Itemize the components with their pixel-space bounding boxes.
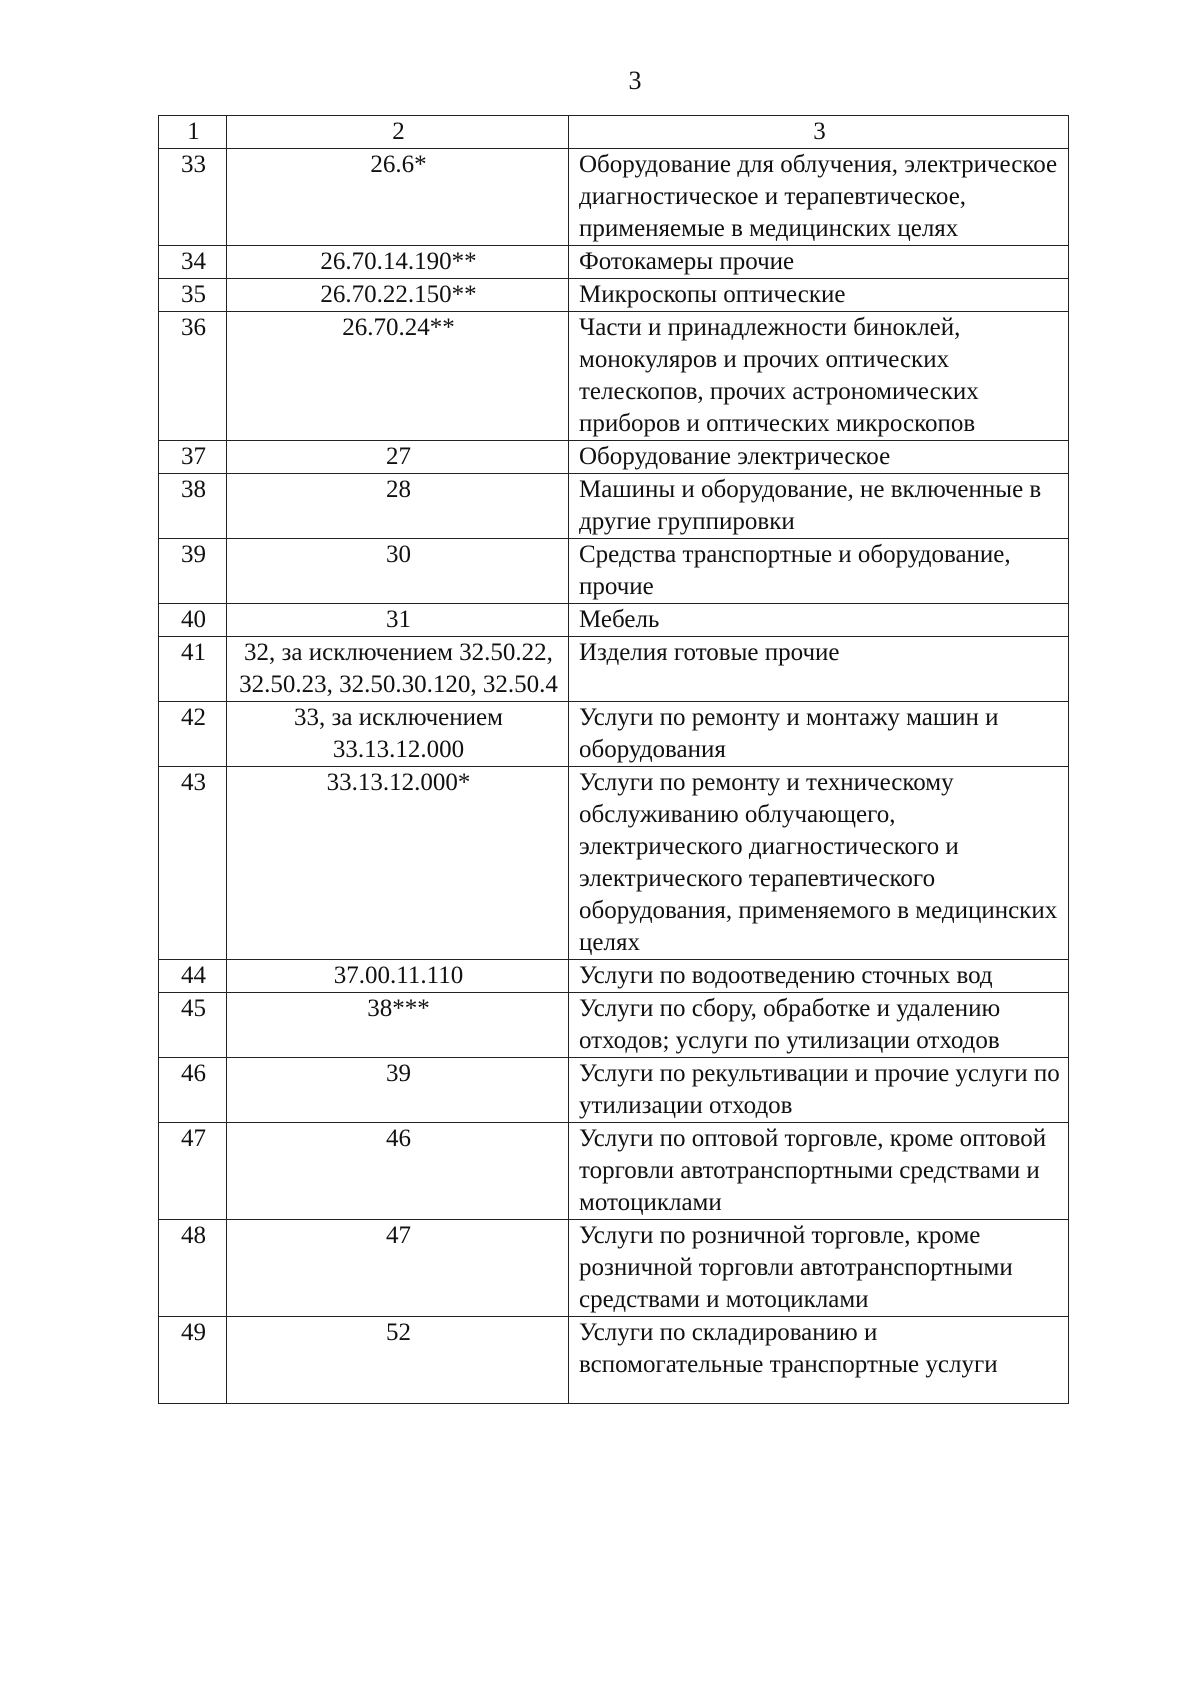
code-cell: 32, за исключением 32.50.22, 32.50.23, 32.50.30.120, 32.50.4 xyxy=(227,637,569,702)
description-cell: Оборудование электрическое xyxy=(569,441,1069,474)
row-number-cell: 45 xyxy=(159,993,227,1058)
row-number-cell: 33 xyxy=(159,149,227,246)
row-number-cell: 38 xyxy=(159,474,227,539)
row-number-cell: 48 xyxy=(159,1220,227,1317)
code-cell: 39 xyxy=(227,1058,569,1123)
row-number-cell: 47 xyxy=(159,1123,227,1220)
table-row xyxy=(159,1058,1069,1123)
table-row xyxy=(159,441,1069,474)
code-cell: 38*** xyxy=(227,993,569,1058)
code-cell: 46 xyxy=(227,1123,569,1220)
header-cell-3: 3 xyxy=(569,116,1069,149)
row-number-cell: 39 xyxy=(159,539,227,604)
row-number-cell: 49 xyxy=(159,1317,227,1404)
code-cell: 26.6* xyxy=(227,149,569,246)
description-cell: Фотокамеры прочие xyxy=(569,246,1069,279)
description-cell: Услуги по розничной торговле, кроме розничной торговли автотранспортными средствами и мотоциклами xyxy=(569,1220,1069,1317)
document-table xyxy=(158,115,1069,1404)
table-row xyxy=(159,637,1069,702)
description-cell: Машины и оборудование, не включенные в другие группировки xyxy=(569,474,1069,539)
page-number: 3 xyxy=(628,66,642,95)
description-cell: Части и принадлежности биноклей, монокуляров и прочих оптических телескопов, прочих астрономических приборов и оптических микроскопов xyxy=(569,312,1069,441)
table-row xyxy=(159,960,1069,993)
row-number-cell: 43 xyxy=(159,767,227,960)
code-cell: 31 xyxy=(227,604,569,637)
table-row xyxy=(159,1317,1069,1404)
row-number-cell: 41 xyxy=(159,637,227,702)
description-cell: Микроскопы оптические xyxy=(569,279,1069,312)
row-number-cell: 44 xyxy=(159,960,227,993)
table-row xyxy=(159,702,1069,767)
row-number-cell: 46 xyxy=(159,1058,227,1123)
row-number-cell: 35 xyxy=(159,279,227,312)
table-row xyxy=(159,767,1069,960)
table-row xyxy=(159,279,1069,312)
description-cell: Средства транспортные и оборудование, прочие xyxy=(569,539,1069,604)
code-cell: 26.70.22.150** xyxy=(227,279,569,312)
description-cell: Оборудование для облучения, электрическое диагностическое и терапевтическое, применяемые в медицинских целях xyxy=(569,149,1069,246)
code-cell: 52 xyxy=(227,1317,569,1404)
description-cell: Услуги по сбору, обработке и удалению отходов; услуги по утилизации отходов xyxy=(569,993,1069,1058)
table-row xyxy=(159,246,1069,279)
table-row xyxy=(159,604,1069,637)
row-number-cell: 42 xyxy=(159,702,227,767)
table-header-row xyxy=(159,116,1069,149)
description-cell: Мебель xyxy=(569,604,1069,637)
header-cell-2: 2 xyxy=(227,116,569,149)
row-number-cell: 36 xyxy=(159,312,227,441)
code-cell: 28 xyxy=(227,474,569,539)
description-cell: Услуги по ремонту и монтажу машин и оборудования xyxy=(569,702,1069,767)
table-row xyxy=(159,1220,1069,1317)
description-cell: Услуги по ремонту и техническому обслуживанию облучающего, электрического диагностического и электрического терапевтического оборудования, применяемого в медицинских целях xyxy=(569,767,1069,960)
table-row xyxy=(159,149,1069,246)
table-row xyxy=(159,474,1069,539)
code-cell: 26.70.14.190** xyxy=(227,246,569,279)
code-cell: 37.00.11.110 xyxy=(227,960,569,993)
code-cell: 33.13.12.000* xyxy=(227,767,569,960)
description-cell: Услуги по водоотведению сточных вод xyxy=(569,960,1069,993)
code-cell: 27 xyxy=(227,441,569,474)
description-cell: Услуги по оптовой торговле, кроме оптовой торговли автотранспортными средствами и мотоциклами xyxy=(569,1123,1069,1220)
table-row xyxy=(159,1123,1069,1220)
table-row xyxy=(159,539,1069,604)
table-row xyxy=(159,993,1069,1058)
row-number-cell: 40 xyxy=(159,604,227,637)
description-cell: Услуги по складированию и вспомогательные транспортные услуги xyxy=(569,1317,1069,1404)
row-number-cell: 34 xyxy=(159,246,227,279)
description-cell: Изделия готовые прочие xyxy=(569,637,1069,702)
code-cell: 47 xyxy=(227,1220,569,1317)
code-cell: 30 xyxy=(227,539,569,604)
row-number-cell: 37 xyxy=(159,441,227,474)
code-cell: 26.70.24** xyxy=(227,312,569,441)
header-cell-1: 1 xyxy=(159,116,227,149)
code-cell: 33, за исключением 33.13.12.000 xyxy=(227,702,569,767)
description-cell: Услуги по рекультивации и прочие услуги по утилизации отходов xyxy=(569,1058,1069,1123)
table-row xyxy=(159,312,1069,441)
